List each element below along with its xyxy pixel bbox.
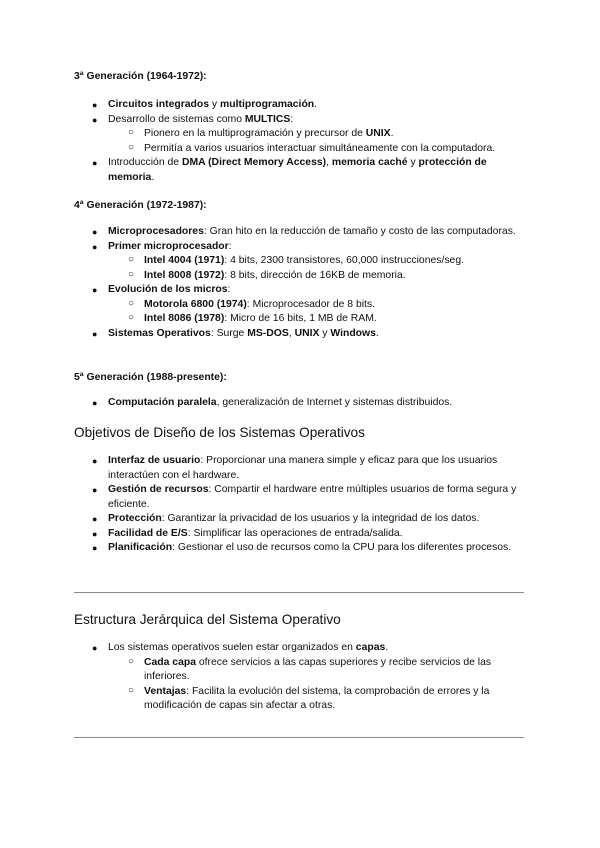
list-item: ● Evolución de los micros: ○ Motorola 6800 (1974): Microprocesador de 8 bits. ○ Intel 8086 (1978): Micro de 16 bits, 1 MB de RAM. — [92, 283, 532, 327]
objetivos-list — [92, 454, 532, 556]
list-item: ○ Intel 8086 (1978): Micro de 16 bits, 1 MB de RAM. — [128, 312, 377, 324]
hollow-bullet-icon: ○ — [128, 141, 135, 153]
objetivos-heading: Objetivos de Diseño de los Sistemas Operativos — [74, 425, 365, 440]
bullet-icon: ● — [92, 485, 98, 495]
gen5-heading: 5ª Generación (1988-presente): — [74, 372, 227, 383]
list-item: ○ Pionero en la multiprogramación y precursor de UNIX. — [128, 127, 394, 139]
list-item: ○ Permitía a varios usuarios interactuar simultáneamente con la computadora. — [128, 141, 496, 154]
bullet-icon: ● — [92, 643, 98, 653]
list-item: ● Planificación: Gestionar el uso de recursos como la CPU para los diferentes procesos. — [92, 541, 532, 556]
bullet-icon: ● — [92, 100, 98, 110]
list-item: ○ Intel 8008 (1972): 8 bits, dirección de 16KB de memoria. — [128, 268, 406, 281]
gen4-sublist-2 — [128, 298, 532, 327]
bullet-icon: ● — [92, 456, 98, 466]
gen5-list — [92, 396, 532, 411]
gen4-heading: 4ª Generación (1972-1987): — [74, 200, 207, 211]
bullet-icon: ● — [92, 285, 98, 295]
list-item: ● Primer microprocesador: ○ Intel 4004 (1971): 4 bits, 2300 transistores, 60,000 instrucciones/seg. ○ Intel 8008 (1972): 8 bits, dirección de 16KB de memoria. — [92, 240, 532, 284]
bullet-icon: ● — [92, 114, 98, 125]
estructura-list — [92, 641, 532, 714]
hollow-bullet-icon: ○ — [128, 655, 135, 667]
hollow-bullet-icon: ○ — [128, 127, 135, 138]
horizontal-rule — [74, 737, 524, 738]
list-item: ● Desarrollo de sistemas como MULTICS: ○ Pionero en la multiprogramación y precursor de UNIX. ○ Permitía a varios usuarios interactuar simultáneamente con la computadora. — [92, 113, 532, 157]
bullet-icon: ● — [92, 241, 98, 252]
hollow-bullet-icon: ○ — [128, 312, 135, 323]
bullet-icon: ● — [92, 328, 98, 339]
list-item: ○ Motorola 6800 (1974): Microprocesador de 8 bits. — [128, 297, 376, 310]
bullet-icon: ● — [92, 514, 98, 524]
list-item: ○ Cada capa ofrece servicios a las capas superiores y recibe servicios de las inferiores. — [128, 655, 492, 682]
list-item: ● Sistemas Operativos: Surge MS-DOS, UNIX y Windows. — [92, 327, 532, 342]
bullet-icon: ● — [92, 528, 98, 539]
bullet-icon: ● — [92, 398, 98, 408]
list-item: ● Microprocesadores: Gran hito en la reducción de tamaño y costo de las computadoras. — [92, 225, 532, 240]
hollow-bullet-icon: ○ — [128, 684, 135, 696]
list-item: ● Computación paralela, generalización de Internet y sistemas distribuidos. — [92, 396, 532, 411]
gen3-sublist — [128, 127, 532, 156]
list-item: ● Los sistemas operativos suelen estar organizados en capas. ○ Cada capa ofrece servicios a las capas superiores y recibe servicios de las inferiores. ○ Ventajas: Facilita la evolución del sistema, la comprobación de errores y la modificación de capas sin afectar a otras. — [92, 641, 532, 714]
estructura-heading: Estructura Jerárquica del Sistema Operativo — [74, 612, 341, 627]
gen3-heading: 3ª Generación (1964-1972): — [74, 71, 207, 82]
horizontal-rule — [74, 592, 524, 593]
list-item: ● Interfaz de usuario: Proporcionar una manera simple y eficaz para que los usuarios interactúen con el hardware. — [92, 455, 498, 481]
bullet-icon: ● — [92, 543, 98, 553]
list-item: ● Introducción de DMA (Direct Memory Access), memoria caché y protección de memoria. — [92, 157, 487, 183]
list-item: ● Protección: Garantizar la privacidad de los usuarios y la integridad de los datos. — [92, 512, 532, 527]
gen4-list — [92, 225, 532, 341]
hollow-bullet-icon: ○ — [128, 297, 135, 309]
gen3-list — [92, 98, 532, 185]
list-item: ● Circuitos integrados y multiprogramación. — [92, 98, 532, 113]
gen4-sublist-1 — [128, 254, 532, 283]
bullet-icon: ● — [92, 227, 98, 237]
list-item: ○ Ventajas: Facilita la evolución del sistema, la comprobación de errores y la modificación de capas sin afectar a otras. — [128, 684, 490, 711]
bullet-icon: ● — [92, 158, 98, 168]
hollow-bullet-icon: ○ — [128, 268, 135, 280]
list-item: ● Facilidad de E/S: Simplificar las operaciones de entrada/salida. — [92, 527, 532, 542]
list-item: ● Gestión de recursos: Compartir el hardware entre múltiples usuarios de forma segura y eficiente. — [92, 484, 517, 510]
list-item: ○ Intel 4004 (1971): 4 bits, 2300 transistores, 60,000 instrucciones/seg. — [128, 254, 464, 266]
hollow-bullet-icon: ○ — [128, 254, 135, 265]
estructura-sublist — [128, 656, 532, 714]
